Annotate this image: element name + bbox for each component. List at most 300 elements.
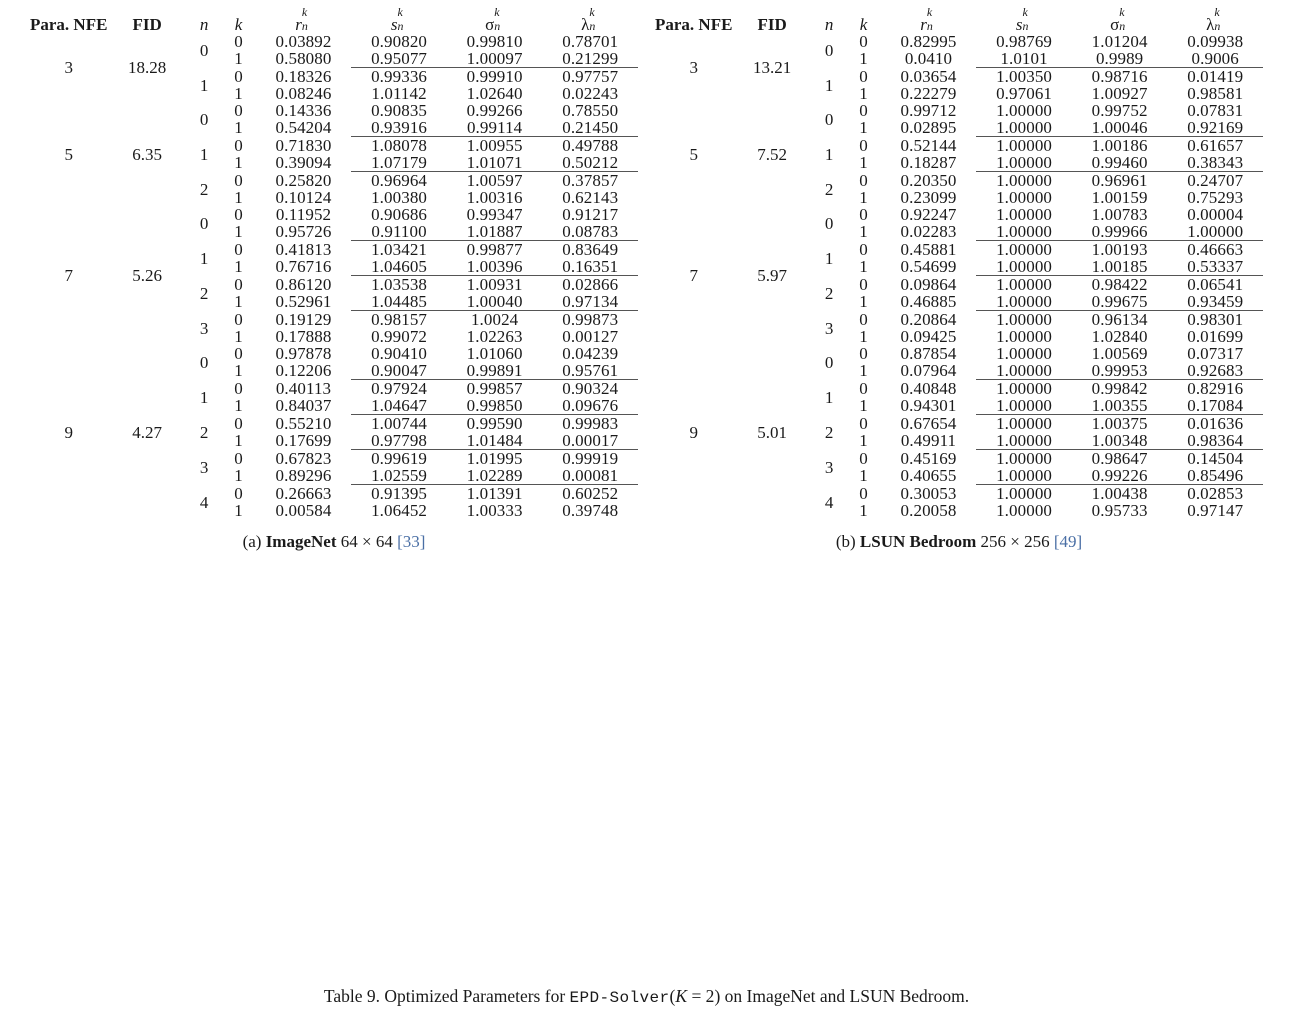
cell-k: 1 bbox=[859, 396, 868, 416]
caption-paren-close: ) bbox=[714, 986, 721, 1006]
citation-link[interactable]: [49] bbox=[1053, 532, 1083, 551]
cell-sigma: 1.0024 bbox=[470, 310, 519, 329]
cell-lambda: 0.97147 bbox=[1187, 501, 1244, 520]
header-row bbox=[30, 16, 638, 33]
cell-nfe: 5 bbox=[689, 144, 698, 164]
cell-k: 1 bbox=[859, 501, 868, 520]
subcaption-label: (a) bbox=[242, 532, 266, 551]
cell-k: 0 bbox=[859, 449, 868, 468]
cell-k: 1 bbox=[859, 292, 868, 312]
cell-lambda: 0.90324 bbox=[562, 379, 619, 398]
cell-s: 0.99336 bbox=[371, 67, 428, 86]
cell-r: 0.71830 bbox=[275, 136, 332, 155]
cell-lambda: 0.49788 bbox=[562, 136, 619, 155]
cell-r: 0.20864 bbox=[900, 310, 957, 329]
cell-s: 1.04485 bbox=[371, 292, 428, 311]
cell-k: 0 bbox=[234, 275, 243, 294]
cell-lambda: 0.92683 bbox=[1187, 361, 1244, 380]
cell-r: 0.08246 bbox=[275, 84, 332, 103]
header-lambda: λ k n bbox=[1206, 5, 1221, 34]
cell-lambda: 0.62143 bbox=[562, 188, 619, 207]
cell-s: 1.03538 bbox=[371, 275, 428, 294]
cell-r: 0.97878 bbox=[275, 344, 332, 363]
cell-n: 1 bbox=[824, 248, 834, 268]
cell-k: 0 bbox=[859, 379, 868, 398]
cell-r: 0.18326 bbox=[275, 67, 332, 86]
cell-k: 1 bbox=[234, 466, 243, 486]
header-sigma: σ k n bbox=[485, 5, 501, 34]
cell-lambda: 0.01419 bbox=[1187, 67, 1244, 86]
cell-lambda: 0.06541 bbox=[1187, 275, 1244, 294]
cell-n: 3 bbox=[824, 318, 834, 338]
cell-r: 0.99712 bbox=[900, 101, 957, 120]
cell-lambda: 0.91217 bbox=[562, 205, 619, 224]
cell-sigma: 1.00955 bbox=[466, 136, 523, 155]
cell-k: 1 bbox=[859, 431, 868, 451]
cell-sigma: 1.00316 bbox=[466, 188, 523, 207]
cell-sigma: 1.01887 bbox=[466, 222, 523, 241]
cell-lambda: 0.00081 bbox=[562, 466, 619, 485]
cell-lambda: 0.97134 bbox=[562, 292, 619, 311]
cell-fid: 18.28 bbox=[128, 58, 167, 77]
header-n: n bbox=[199, 15, 209, 34]
cell-fid: 5.01 bbox=[757, 422, 788, 442]
cell-r: 0.58080 bbox=[275, 49, 332, 69]
cell-r: 0.95726 bbox=[275, 222, 332, 242]
cell-s: 1.00000 bbox=[996, 292, 1053, 311]
cell-k: 1 bbox=[234, 292, 243, 312]
cell-r: 0.89296 bbox=[275, 466, 332, 486]
cell-r: 0.41813 bbox=[275, 240, 332, 259]
cell-n: 4 bbox=[824, 492, 834, 512]
cell-r: 0.11952 bbox=[275, 205, 332, 224]
subcaption-imagenet bbox=[30, 519, 638, 552]
cell-r: 0.52144 bbox=[900, 136, 957, 155]
cell-lambda: 0.00017 bbox=[562, 431, 619, 450]
cell-sigma: 1.00375 bbox=[1091, 414, 1148, 433]
cell-sigma: 0.9989 bbox=[1095, 49, 1144, 68]
cell-lambda: 0.98364 bbox=[1187, 431, 1244, 450]
cell-r: 0.09425 bbox=[900, 327, 957, 346]
cell-n: 0 bbox=[824, 352, 834, 372]
cell-k: 0 bbox=[234, 101, 243, 120]
header-s: s k n bbox=[1015, 5, 1029, 34]
cell-sigma: 0.98647 bbox=[1091, 449, 1148, 468]
cell-lambda: 0.04239 bbox=[562, 344, 619, 363]
table-row bbox=[30, 33, 638, 50]
subcaption-dataset-name: ImageNet bbox=[265, 532, 337, 551]
cell-lambda: 0.00127 bbox=[562, 327, 619, 346]
cell-r: 0.45881 bbox=[900, 240, 957, 259]
parameters-table-imagenet bbox=[30, 5, 638, 520]
cell-k: 1 bbox=[859, 222, 868, 242]
cell-k: 0 bbox=[234, 136, 243, 155]
cell-sigma: 0.95733 bbox=[1091, 501, 1148, 520]
cell-s: 1.02559 bbox=[371, 466, 428, 485]
cell-s: 0.90686 bbox=[371, 205, 428, 224]
cell-k: 1 bbox=[234, 361, 243, 381]
cell-r: 0.54204 bbox=[275, 118, 332, 138]
header-fid: FID bbox=[132, 15, 162, 34]
cell-s: 1.00000 bbox=[996, 136, 1053, 155]
cell-s: 1.03421 bbox=[371, 240, 428, 259]
cell-lambda: 0.50212 bbox=[562, 153, 619, 172]
cell-sigma: 1.00438 bbox=[1091, 484, 1148, 503]
cell-lambda: 0.02853 bbox=[1187, 484, 1244, 503]
cell-sigma: 0.99347 bbox=[466, 205, 523, 224]
cell-sigma: 0.99752 bbox=[1091, 101, 1148, 120]
cell-sigma: 1.00396 bbox=[466, 257, 523, 276]
cell-sigma: 1.00186 bbox=[1091, 136, 1148, 155]
cell-s: 1.04647 bbox=[371, 396, 428, 415]
cell-r: 0.18287 bbox=[900, 153, 957, 173]
cell-lambda: 0.00004 bbox=[1187, 205, 1244, 224]
cell-lambda: 0.78550 bbox=[562, 101, 619, 120]
cell-n: 1 bbox=[199, 248, 209, 268]
cell-r: 0.40848 bbox=[900, 379, 957, 398]
cell-sigma: 1.00597 bbox=[466, 171, 523, 190]
cell-sigma: 0.99857 bbox=[466, 379, 523, 398]
subcaption-dataset-name: LSUN Bedroom bbox=[859, 532, 977, 551]
cell-k: 0 bbox=[234, 344, 243, 363]
cell-sigma: 0.99966 bbox=[1091, 222, 1148, 241]
cell-sigma: 1.00040 bbox=[466, 292, 523, 311]
cell-lambda: 1.00000 bbox=[1187, 222, 1244, 241]
table-body bbox=[30, 33, 638, 519]
cell-nfe: 9 bbox=[689, 422, 698, 442]
citation-link[interactable]: [33] bbox=[397, 532, 426, 551]
cell-s: 1.00000 bbox=[996, 484, 1053, 503]
cell-r: 0.26663 bbox=[275, 484, 332, 503]
header-k: k bbox=[859, 15, 868, 34]
cell-lambda: 0.01699 bbox=[1187, 327, 1244, 346]
cell-r: 0.23099 bbox=[900, 188, 957, 207]
cell-k: 0 bbox=[859, 101, 868, 120]
cell-r: 0.0410 bbox=[904, 49, 953, 69]
cell-s: 1.00000 bbox=[996, 188, 1053, 207]
table-row bbox=[655, 206, 1263, 223]
cell-fid: 7.52 bbox=[757, 144, 788, 164]
table-row bbox=[655, 102, 1263, 119]
cell-n: 3 bbox=[199, 318, 209, 338]
table-body bbox=[655, 33, 1263, 519]
cell-lambda: 0.9006 bbox=[1191, 49, 1239, 68]
cell-s: 1.00000 bbox=[996, 257, 1053, 276]
cell-s: 1.00744 bbox=[371, 414, 428, 433]
table-row bbox=[655, 33, 1263, 50]
cell-s: 1.01142 bbox=[371, 84, 427, 103]
caption-paren-open: ( bbox=[669, 986, 676, 1006]
cell-s: 1.0101 bbox=[1000, 49, 1048, 68]
cell-k: 0 bbox=[859, 171, 868, 190]
cell-k: 0 bbox=[859, 484, 868, 503]
cell-sigma: 0.96961 bbox=[1091, 171, 1148, 190]
caption-prefix: Table 9. Optimized Parameters for bbox=[323, 986, 570, 1006]
cell-k: 1 bbox=[859, 153, 868, 173]
cell-k: 1 bbox=[234, 222, 243, 242]
cell-sigma: 1.00046 bbox=[1091, 118, 1148, 137]
cell-r: 0.09864 bbox=[900, 275, 957, 294]
cell-sigma: 0.99953 bbox=[1091, 361, 1148, 380]
cell-s: 0.90820 bbox=[371, 32, 428, 51]
cell-k: 1 bbox=[234, 396, 243, 416]
cell-sigma: 0.99226 bbox=[1091, 466, 1148, 485]
subcaption-resolution: 64 × 64 bbox=[336, 532, 398, 551]
cell-s: 0.98157 bbox=[371, 310, 428, 329]
cell-k: 1 bbox=[234, 49, 243, 69]
cell-s: 1.00000 bbox=[996, 275, 1053, 294]
subtable-imagenet bbox=[30, 5, 638, 552]
table-row bbox=[30, 345, 638, 362]
cell-lambda: 0.21299 bbox=[562, 49, 619, 68]
cell-k: 0 bbox=[859, 32, 868, 51]
cell-sigma: 1.00185 bbox=[1091, 257, 1148, 276]
cell-n: 2 bbox=[199, 179, 209, 199]
cell-sigma: 1.00569 bbox=[1091, 344, 1148, 363]
cell-sigma: 1.00333 bbox=[466, 501, 523, 520]
cell-lambda: 0.75293 bbox=[1187, 188, 1244, 207]
cell-s: 1.00350 bbox=[996, 67, 1053, 86]
cell-s: 1.00000 bbox=[996, 327, 1053, 346]
cell-s: 1.00000 bbox=[996, 361, 1053, 380]
cell-lambda: 0.16351 bbox=[562, 257, 619, 276]
cell-k: 1 bbox=[859, 327, 868, 346]
cell-r: 0.82995 bbox=[900, 32, 957, 51]
cell-s: 1.00000 bbox=[996, 501, 1053, 520]
cell-k: 1 bbox=[234, 257, 243, 277]
cell-sigma: 0.98422 bbox=[1091, 275, 1148, 294]
cell-r: 0.52961 bbox=[275, 292, 332, 312]
cell-k: 0 bbox=[234, 67, 243, 86]
cell-k: 1 bbox=[234, 188, 243, 207]
header-para-nfe: Para. NFE bbox=[30, 15, 108, 34]
cell-lambda: 0.92169 bbox=[1187, 118, 1244, 137]
cell-r: 0.20058 bbox=[900, 501, 957, 520]
cell-s: 1.00000 bbox=[996, 205, 1053, 224]
cell-sigma: 0.99910 bbox=[466, 67, 523, 86]
cell-s: 0.96964 bbox=[371, 171, 428, 190]
cell-sigma: 0.99675 bbox=[1091, 292, 1148, 311]
cell-k: 1 bbox=[859, 466, 868, 486]
cell-r: 0.00584 bbox=[275, 501, 332, 520]
cell-r: 0.20350 bbox=[900, 171, 957, 190]
cell-sigma: 0.98716 bbox=[1091, 67, 1148, 86]
cell-r: 0.17888 bbox=[275, 327, 332, 346]
cell-nfe: 5 bbox=[64, 144, 73, 164]
cell-k: 0 bbox=[234, 449, 243, 468]
cell-sigma: 0.99842 bbox=[1091, 379, 1148, 398]
cell-lambda: 0.99919 bbox=[562, 449, 619, 468]
cell-lambda: 0.97757 bbox=[562, 67, 619, 86]
header-lambda: λ k n bbox=[581, 5, 596, 34]
cell-r: 0.49911 bbox=[900, 431, 957, 451]
cell-lambda: 0.37857 bbox=[562, 171, 619, 190]
cell-n: 3 bbox=[199, 457, 209, 477]
cell-lambda: 0.53337 bbox=[1187, 257, 1244, 276]
header-k: k bbox=[234, 15, 243, 34]
cell-n: 1 bbox=[199, 75, 209, 95]
cell-sigma: 1.02640 bbox=[466, 84, 523, 103]
cell-lambda: 0.98301 bbox=[1187, 310, 1244, 329]
cell-nfe: 3 bbox=[64, 58, 73, 77]
cell-s: 1.00000 bbox=[996, 101, 1053, 120]
cell-n: 0 bbox=[199, 40, 209, 60]
cell-sigma: 1.01995 bbox=[466, 449, 523, 468]
cell-k: 1 bbox=[859, 49, 868, 69]
cell-sigma: 0.99850 bbox=[466, 396, 523, 415]
cell-k: 0 bbox=[859, 275, 868, 294]
cell-s: 1.08078 bbox=[371, 136, 428, 155]
cell-s: 0.98769 bbox=[996, 32, 1053, 51]
cell-sigma: 1.00159 bbox=[1091, 188, 1148, 207]
cell-lambda: 0.98581 bbox=[1187, 84, 1244, 103]
cell-r: 0.67654 bbox=[900, 414, 957, 433]
cell-s: 0.97798 bbox=[371, 431, 428, 450]
cell-n: 4 bbox=[199, 492, 209, 512]
header-fid: FID bbox=[757, 15, 787, 34]
cell-k: 0 bbox=[234, 310, 243, 329]
header-row bbox=[655, 16, 1263, 33]
cell-sigma: 1.01484 bbox=[466, 431, 523, 450]
cell-lambda: 0.14504 bbox=[1187, 449, 1244, 468]
cell-lambda: 0.78701 bbox=[562, 32, 619, 51]
table-row bbox=[655, 345, 1263, 362]
cell-sigma: 1.00927 bbox=[1091, 84, 1148, 103]
cell-s: 0.97924 bbox=[371, 379, 428, 398]
cell-r: 0.22279 bbox=[900, 84, 957, 103]
cell-r: 0.39094 bbox=[275, 153, 332, 173]
cell-n: 0 bbox=[199, 213, 209, 233]
cell-sigma: 0.96134 bbox=[1091, 310, 1148, 329]
cell-s: 1.00000 bbox=[996, 310, 1053, 329]
cell-k: 0 bbox=[234, 32, 243, 51]
cell-lambda: 0.01636 bbox=[1187, 414, 1244, 433]
cell-sigma: 0.99460 bbox=[1091, 153, 1148, 172]
cell-n: 3 bbox=[824, 457, 834, 477]
cell-s: 1.00000 bbox=[996, 396, 1053, 415]
cell-k: 0 bbox=[234, 379, 243, 398]
cell-lambda: 0.09938 bbox=[1187, 32, 1244, 51]
header-s: s k n bbox=[390, 5, 404, 34]
cell-k: 1 bbox=[234, 327, 243, 346]
caption-equation: = 2 bbox=[687, 986, 715, 1006]
cell-sigma: 1.00783 bbox=[1091, 205, 1148, 224]
cell-s: 1.00000 bbox=[996, 222, 1053, 241]
cell-lambda: 0.39748 bbox=[562, 501, 619, 520]
cell-n: 0 bbox=[824, 109, 834, 129]
cell-n: 1 bbox=[199, 387, 209, 407]
cell-sigma: 1.00193 bbox=[1091, 240, 1148, 259]
cell-s: 1.00000 bbox=[996, 414, 1053, 433]
cell-n: 1 bbox=[824, 387, 834, 407]
cell-r: 0.94301 bbox=[900, 396, 957, 416]
cell-lambda: 0.24707 bbox=[1187, 171, 1244, 190]
cell-nfe: 9 bbox=[64, 422, 73, 442]
cell-r: 0.14336 bbox=[275, 101, 332, 120]
cell-k: 1 bbox=[234, 153, 243, 173]
cell-r: 0.87854 bbox=[900, 344, 957, 363]
cell-r: 0.07964 bbox=[900, 361, 957, 381]
cell-s: 0.90410 bbox=[371, 344, 428, 363]
table-header bbox=[30, 5, 638, 34]
cell-r: 0.02895 bbox=[900, 118, 957, 138]
cell-k: 0 bbox=[859, 240, 868, 259]
cell-r: 0.54699 bbox=[900, 257, 957, 277]
table-row bbox=[30, 102, 638, 119]
cell-s: 1.00000 bbox=[996, 466, 1053, 485]
cell-k: 1 bbox=[234, 84, 243, 103]
cell-fid: 6.35 bbox=[132, 144, 163, 164]
cell-lambda: 0.99983 bbox=[562, 414, 619, 433]
cell-lambda: 0.85496 bbox=[1187, 466, 1244, 485]
cell-lambda: 0.82916 bbox=[1187, 379, 1244, 398]
cell-sigma: 1.01204 bbox=[1091, 32, 1148, 51]
cell-k: 1 bbox=[234, 118, 243, 138]
cell-lambda: 0.07831 bbox=[1187, 101, 1244, 120]
cell-r: 0.12206 bbox=[275, 361, 332, 381]
cell-k: 1 bbox=[859, 361, 868, 381]
cell-s: 0.93916 bbox=[371, 118, 428, 137]
cell-s: 1.00000 bbox=[996, 118, 1053, 137]
cell-s: 0.95077 bbox=[371, 49, 428, 68]
cell-s: 1.00000 bbox=[996, 240, 1053, 259]
cell-sigma: 1.02840 bbox=[1091, 327, 1148, 346]
cell-lambda: 0.02243 bbox=[562, 84, 619, 103]
header-n: n bbox=[824, 15, 834, 34]
caption-suffix: on ImageNet and LSUN Bedroom. bbox=[720, 986, 970, 1006]
cell-n: 1 bbox=[199, 144, 209, 164]
subtable-lsun-bedroom bbox=[655, 5, 1263, 552]
cell-k: 0 bbox=[859, 310, 868, 329]
cell-nfe: 3 bbox=[689, 58, 698, 77]
cell-sigma: 1.00355 bbox=[1091, 396, 1148, 415]
cell-k: 1 bbox=[859, 257, 868, 277]
cell-s: 1.04605 bbox=[371, 257, 428, 276]
cell-sigma: 1.01060 bbox=[466, 344, 523, 363]
cell-fid: 5.26 bbox=[132, 266, 163, 285]
cell-n: 2 bbox=[824, 179, 834, 199]
header-r: r k n bbox=[295, 5, 308, 34]
cell-k: 0 bbox=[859, 67, 868, 86]
cell-k: 0 bbox=[859, 205, 868, 224]
cell-k: 0 bbox=[859, 136, 868, 155]
subcaption-lsun-bedroom bbox=[655, 519, 1263, 552]
cell-sigma: 1.02289 bbox=[466, 466, 523, 485]
parameters-table-lsun-bedroom bbox=[655, 5, 1263, 520]
cell-sigma: 0.99590 bbox=[466, 414, 523, 433]
cell-s: 0.91395 bbox=[371, 484, 428, 503]
cell-r: 0.10124 bbox=[275, 188, 332, 207]
cell-n: 2 bbox=[824, 422, 834, 442]
cell-r: 0.02283 bbox=[900, 222, 957, 242]
cell-lambda: 0.02866 bbox=[562, 275, 619, 294]
cell-n: 0 bbox=[199, 352, 209, 372]
cell-s: 1.06452 bbox=[371, 501, 428, 520]
cell-n: 1 bbox=[824, 144, 834, 164]
cell-lambda: 0.17084 bbox=[1187, 396, 1244, 415]
header-r: r k n bbox=[920, 5, 933, 34]
cell-sigma: 0.99266 bbox=[466, 101, 523, 120]
cell-k: 1 bbox=[234, 501, 243, 520]
cell-s: 0.99619 bbox=[371, 449, 428, 468]
caption-solver-name: EPD-Solver bbox=[569, 989, 670, 1007]
cell-lambda: 0.60252 bbox=[562, 484, 619, 503]
subcaption-resolution: 256 × 256 bbox=[976, 532, 1054, 551]
cell-lambda: 0.09676 bbox=[562, 396, 619, 415]
cell-r: 0.84037 bbox=[275, 396, 332, 416]
cell-lambda: 0.08783 bbox=[562, 222, 619, 241]
cell-r: 0.25820 bbox=[275, 171, 332, 190]
